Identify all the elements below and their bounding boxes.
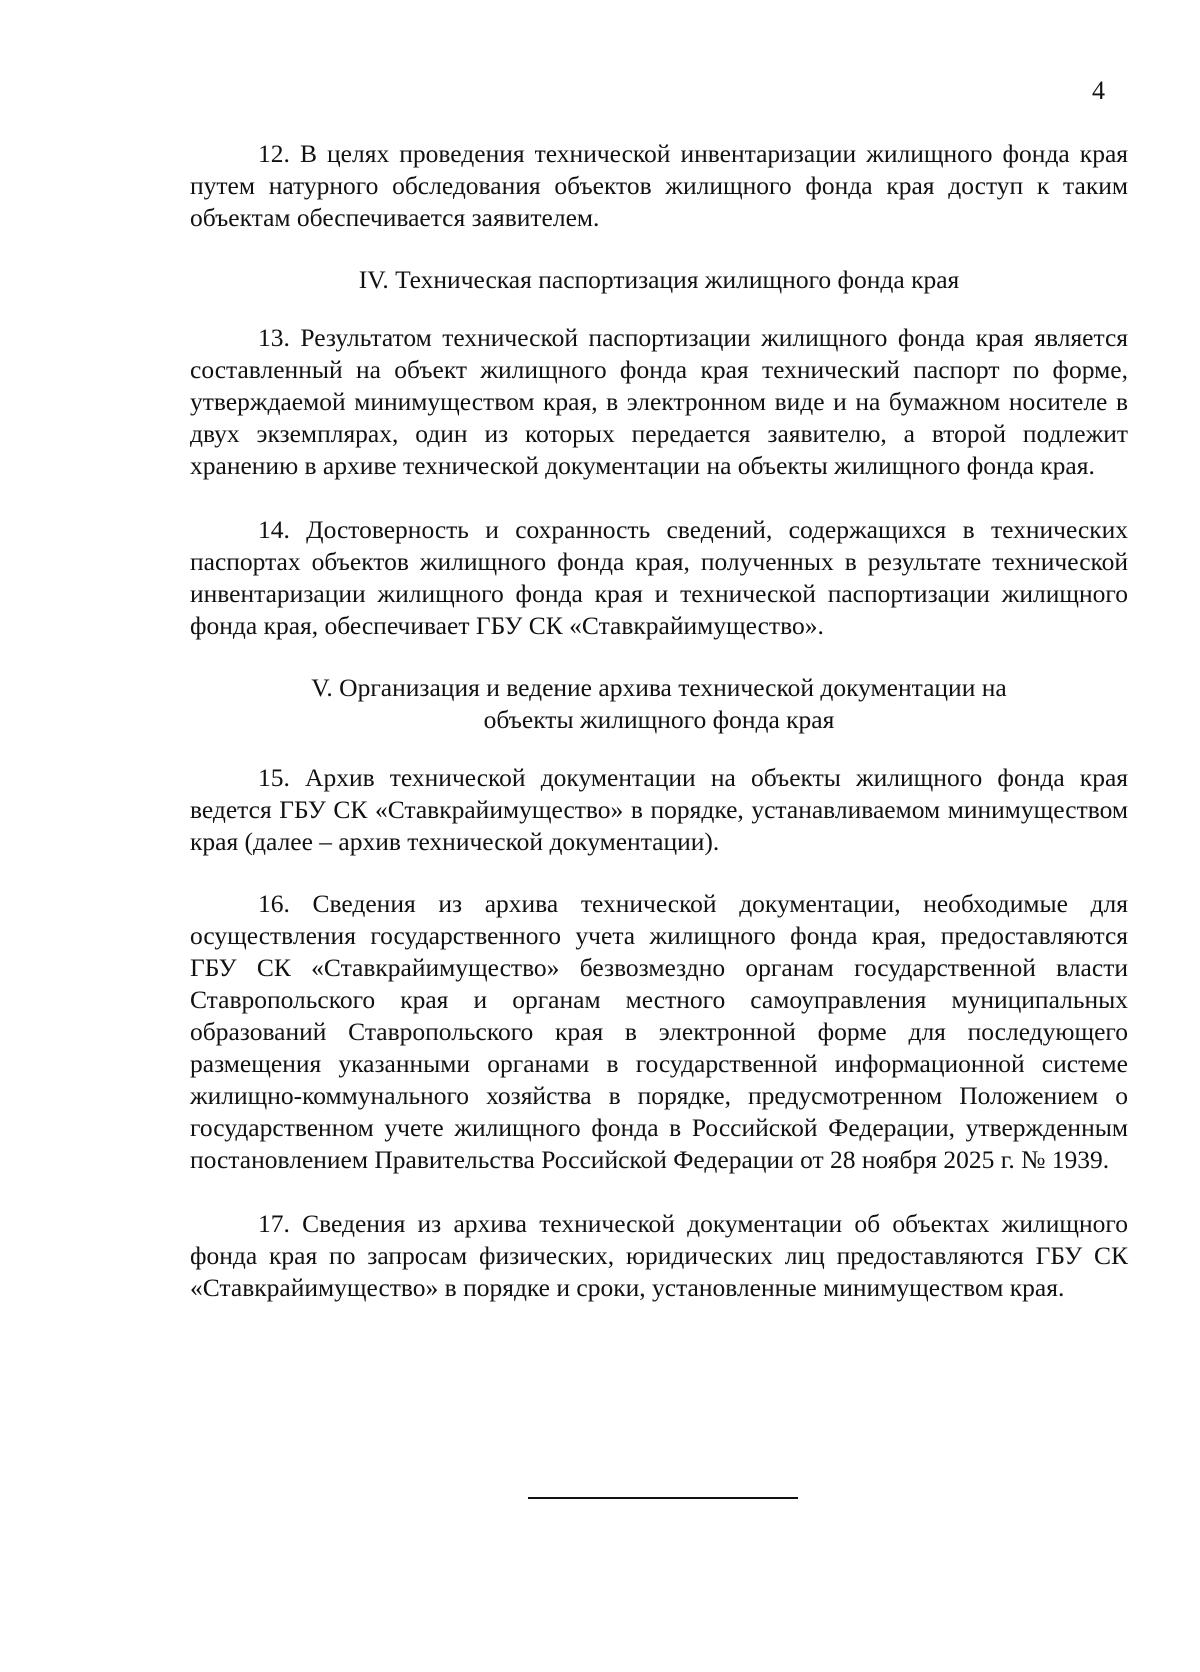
paragraph-17: 17. Сведения из архива технической документации об объектах жилищного фонда края по запросам физических, юридических лиц предоставляются ГБУ СК «Ставкрайимущество» в порядке и сроки, установленные минимуществом края. (190, 1209, 1128, 1302)
page-number: 4 (1092, 76, 1105, 105)
paragraph-12: 12. В целях проведения технической инвентаризации жилищного фонда края путем натурного обследования объектов жилищного фонда края доступ к таким объектам обеспечивается заявителем. (190, 139, 1128, 232)
paragraph-15: 15. Архив технической документации на объекты жилищного фонда края ведется ГБУ СК «Ставкрайимущество» в порядке, устанавливаемом минимуществом края (далее – архив технической документации). (190, 763, 1128, 856)
paragraph-14: 14. Достоверность и сохранность сведений, содержащихся в технических паспортах объектов жилищного фонда края, полученных в результате технической инвентаризации жилищного фонда края и технической паспортизации жилищного фонда края, обеспечивает ГБУ СК «Ставкрайимущество». (190, 515, 1128, 640)
section-heading-v (190, 672, 1128, 736)
paragraph-13: 13. Результатом технической паспортизации жилищного фонда края является составленный на объект жилищного фонда края технический паспорт по форме, утверждаемой минимуществом края, в электронном виде и на бумажном носителе в двух экземплярах, один из которых передается заявителю, а второй подлежит хранению в архиве технической документации на объекты жилищного фонда края. (190, 323, 1128, 480)
section-heading-v-line2: объекты жилищного фонда края (483, 705, 835, 734)
document-body (190, 138, 1128, 1304)
section-heading-iv: IV. Техническая паспортизация жилищного фонда края (358, 265, 960, 294)
section-heading-v-line1: V. Организация и ведение архива технической документации на (311, 673, 1007, 702)
paragraph-16: 16. Сведения из архива технической документации, необходимые для осуществления государственного учета жилищного фонда края, предоставляются ГБУ СК «Ставкрайимущество» безвозмездно органам государственной власти Ставропольского края и органам местного самоуправления муниципальных образований Ставропольского края в электронной форме для последующего размещения указанными органами в государственной информационной системе жилищно-коммунального хозяйства в порядке, предусмотренном Положением о государственном учете жилищного фонда в Российской Федерации, утвержденным постановлением Правительства Российской Федерации от 28 ноября 2025 г. № 1939. (190, 889, 1128, 1174)
closing-divider (528, 1497, 798, 1499)
